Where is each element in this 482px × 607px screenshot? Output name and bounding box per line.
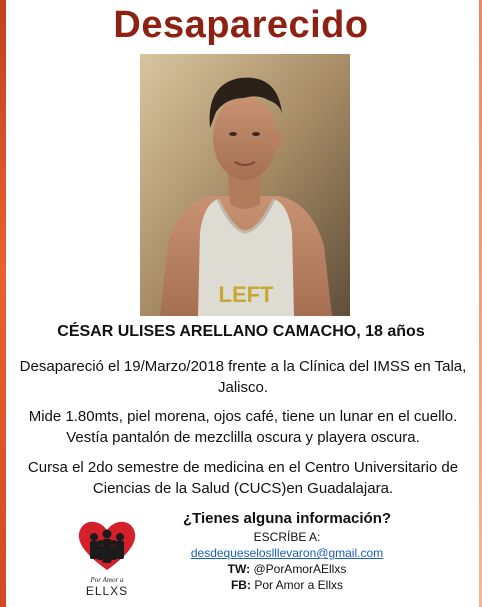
shirt-print: LEFT (218, 282, 274, 307)
svg-text:ELLXS: ELLXS (85, 584, 129, 598)
twitter-label: TW: (227, 562, 251, 576)
poster-title: Desaparecido (113, 4, 369, 46)
contact-question: ¿Tienes alguna información? (182, 510, 392, 527)
physical-description: Mide 1.80mts, piel morena, ojos café, tiene un lunar en el cuello. Vestía pantalón de mezclilla oscura y playera oscura. (28, 408, 458, 446)
person-name-age: CÉSAR ULISES ARELLANO CAMACHO, 18 años (57, 323, 425, 340)
facebook-line (172, 577, 402, 593)
twitter-handle[interactable]: @PorAmorAEllxs (253, 562, 347, 576)
svg-text:Por Amor a: Por Amor a (90, 576, 124, 584)
left-accent-bar (0, 0, 6, 607)
person-photo (140, 54, 350, 316)
facebook-label: FB: (230, 578, 251, 592)
write-to-label: ESCRÍBE A: (253, 530, 321, 544)
twitter-line (172, 561, 402, 577)
education-info: Cursa el 2do semestre de medicina en el Centro Universitario de Ciencias de la Salud (CUCS)en Guadalajara. (27, 459, 459, 497)
heart-logo-icon (72, 510, 142, 600)
contact-block (172, 509, 402, 593)
facebook-page[interactable]: Por Amor a Ellxs (254, 578, 344, 592)
por-amor-a-ellxs-logo (72, 510, 142, 600)
person-photo-illustration (140, 54, 350, 316)
disappearance-details: Desapareció el 19/Marzo/2018 frente a la Clínica del IMSS en Tala, Jalisco. (19, 358, 467, 396)
contact-email-link[interactable]: desdequeseloslllevaron@gmail.com (190, 546, 384, 560)
